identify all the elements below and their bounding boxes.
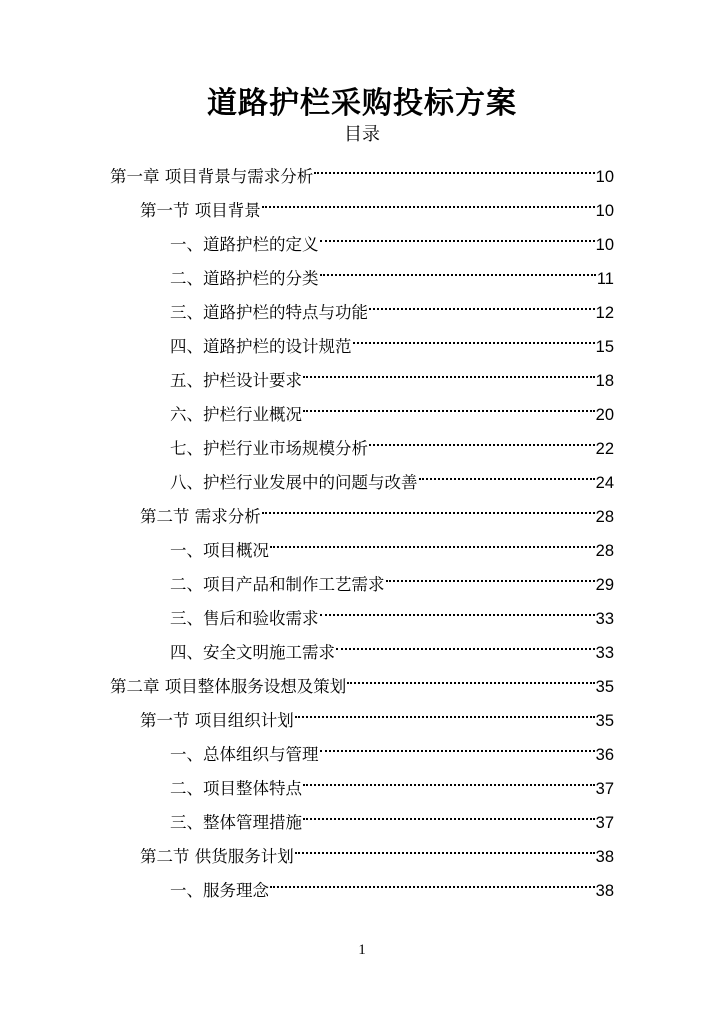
toc-entry-label: 六、护栏行业概况 (170, 405, 302, 424)
toc-entry-page: 38 (595, 882, 614, 900)
toc-entry-label: 一、总体组织与管理 (170, 745, 319, 764)
toc-entry[interactable] (170, 220, 614, 254)
toc-entry[interactable] (170, 594, 614, 628)
toc-entry-label: 二、项目产品和制作工艺需求 (170, 575, 385, 594)
toc-entry-label: 一、道路护栏的定义 (170, 235, 319, 254)
toc-entry-page: 10 (595, 168, 614, 186)
toc-entry-page: 12 (595, 304, 614, 322)
toc-entry[interactable] (140, 696, 614, 730)
toc-dot-leader (295, 696, 595, 726)
toc-entry[interactable] (140, 492, 614, 526)
toc-entry-page: 35 (595, 712, 614, 730)
toc-entry[interactable] (170, 730, 614, 764)
toc-dot-leader (303, 764, 595, 794)
page-number: 1 (358, 942, 366, 958)
toc-entry[interactable] (170, 526, 614, 560)
toc-entry-page: 11 (596, 270, 614, 288)
toc-dot-leader (270, 866, 595, 896)
toc-entry-page: 10 (595, 236, 614, 254)
toc-dot-leader (369, 424, 595, 454)
toc-entry-label: 第一章 项目背景与需求分析 (110, 167, 314, 186)
toc-entry[interactable] (170, 390, 614, 424)
toc-entry-page: 29 (595, 576, 614, 594)
toc-dot-leader (419, 458, 595, 488)
toc-entry[interactable] (170, 798, 614, 832)
toc-entry-page: 37 (595, 780, 614, 798)
toc-entry[interactable] (140, 832, 614, 866)
toc-entry-label: 七、护栏行业市场规模分析 (170, 439, 368, 458)
toc-entry-label: 二、项目整体特点 (170, 779, 302, 798)
toc-heading: 目录 (344, 124, 380, 145)
toc-entry-label: 第二章 项目整体服务设想及策划 (110, 677, 347, 696)
toc-dot-leader (320, 220, 595, 250)
toc-entry-label: 三、道路护栏的特点与功能 (170, 303, 368, 322)
toc-dot-leader (262, 186, 595, 216)
toc-entry[interactable] (170, 628, 614, 662)
toc-entry-label: 二、道路护栏的分类 (170, 269, 319, 288)
toc-entry-page: 38 (595, 848, 614, 866)
toc-dot-leader (314, 152, 594, 182)
toc-entry-label: 一、项目概况 (170, 541, 269, 560)
toc-dot-leader (270, 526, 595, 556)
toc-entry-label: 第一节 项目背景 (140, 201, 261, 220)
toc-entry-label: 三、整体管理措施 (170, 813, 302, 832)
toc-entry-page: 22 (595, 440, 614, 458)
toc-entry[interactable] (170, 764, 614, 798)
toc-entry[interactable] (170, 322, 614, 356)
toc-dot-leader (303, 390, 595, 420)
toc-entry-label: 第二节 供货服务计划 (140, 847, 294, 866)
toc-dot-leader (320, 594, 595, 624)
toc-dot-leader (320, 254, 596, 284)
toc-entry-label: 第二节 需求分析 (140, 507, 261, 526)
toc-entry-page: 28 (595, 542, 614, 560)
toc-entry-page: 20 (595, 406, 614, 424)
toc-dot-leader (320, 730, 595, 760)
toc-entry-page: 37 (595, 814, 614, 832)
toc-dot-leader (336, 628, 595, 658)
toc-entry[interactable] (170, 288, 614, 322)
toc-entry[interactable] (170, 866, 614, 900)
toc-entry[interactable] (170, 424, 614, 458)
toc-dot-leader (295, 832, 595, 862)
toc-entry-label: 四、安全文明施工需求 (170, 643, 335, 662)
toc-entry-label: 八、护栏行业发展中的问题与改善 (170, 473, 418, 492)
toc-dot-leader (303, 798, 595, 828)
toc-entry[interactable] (170, 356, 614, 390)
toc-entry-label: 一、服务理念 (170, 881, 269, 900)
toc-entry-page: 18 (595, 372, 614, 390)
toc-entry-page: 15 (595, 338, 614, 356)
toc-entry-page: 33 (595, 610, 614, 628)
toc-entry[interactable] (170, 254, 614, 288)
toc-entry-page: 35 (595, 678, 614, 696)
toc-entry-page: 24 (595, 474, 614, 492)
toc-entry-page: 10 (595, 202, 614, 220)
toc-entry[interactable] (170, 560, 614, 594)
toc-dot-leader (386, 560, 595, 590)
toc-entry[interactable] (110, 662, 614, 696)
toc-entry-label: 三、售后和验收需求 (170, 609, 319, 628)
toc-entry[interactable] (110, 152, 614, 186)
toc-entry[interactable] (170, 458, 614, 492)
toc-dot-leader (303, 356, 595, 386)
toc-entry-label: 第一节 项目组织计划 (140, 711, 294, 730)
toc-entry-label: 四、道路护栏的设计规范 (170, 337, 352, 356)
toc-entry[interactable] (140, 186, 614, 220)
document-title: 道路护栏采购投标方案 (207, 86, 517, 121)
toc-dot-leader (347, 662, 594, 692)
toc-entry-label: 五、护栏设计要求 (170, 371, 302, 390)
toc-dot-leader (369, 288, 595, 318)
toc-entry-page: 28 (595, 508, 614, 526)
toc-dot-leader (262, 492, 595, 522)
toc-entry-page: 33 (595, 644, 614, 662)
toc-dot-leader (353, 322, 595, 352)
toc-entry-page: 36 (595, 746, 614, 764)
